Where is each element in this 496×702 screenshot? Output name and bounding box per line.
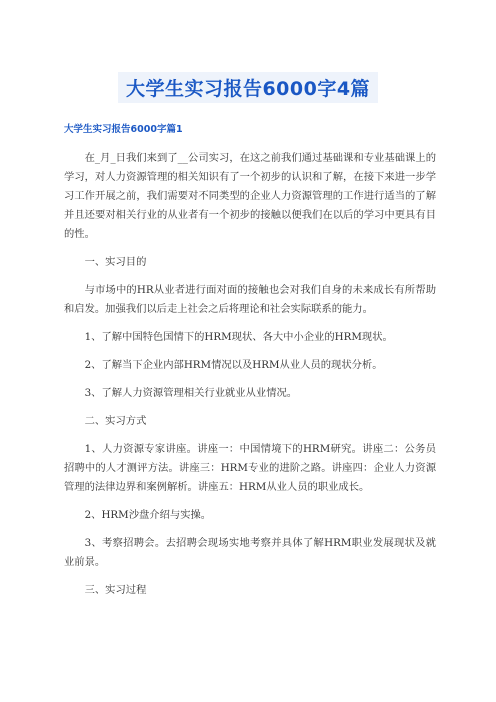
- document-title: 大学生实习报告6000字4篇: [118, 72, 378, 103]
- purpose-item-1: 1、了解中国特色国情下的HRM现状、各大中小企业的HRM现状。: [84, 331, 393, 343]
- title-wrap: [0, 72, 496, 103]
- method-item-1: 1、人力资源专家讲座。讲座一：中国情境下的HRM研究。讲座二：公务员招聘中的人才测评方法。讲座三：HRM专业的进阶之路。讲座四：企业人力资源管理的法律边界和案例解析。讲座五：HRM从业人员的职业成长。: [64, 443, 436, 493]
- method-item-3: 3、考察招聘会。去招聘会现场实地考察并具体了解HRM职业发展现状及就业前景。: [64, 537, 436, 568]
- purpose-item-2: 2、了解当下企业内部HRM情况以及HRM从业人员的现状分析。: [84, 359, 383, 371]
- purpose-item-3: 3、了解人力资源管理相关行业就业从业情况。: [84, 387, 298, 399]
- purpose-paragraph: 与市场中的HR从业者进行面对面的接触也会对我们自身的未来成长有所帮助和启发。加强我们以后走上社会之后将理论和社会实际联系的能力。: [64, 284, 436, 315]
- heading-method: 二、实习方式: [84, 415, 147, 427]
- heading-process: 三、实习过程: [84, 584, 147, 596]
- method-item-2: 2、HRM沙盘介绍与实操。: [84, 509, 212, 521]
- document-body: [64, 121, 436, 600]
- section-subtitle: 大学生实习报告6000字篇1: [64, 124, 183, 135]
- heading-purpose: 一、实习目的: [84, 256, 147, 268]
- intro-paragraph: 在_月_日我们来到了__公司实习，在这之前我们通过基础课和专业基础课上的学习，对人力资源管理的相关知识有了一个初步的认识和了解，在接下来进一步学习工作开展之前，我们需要对不同类型的企业人力资源管理的工作进行适当的了解并且还要对相关行业的从业者有一个初步的接触以便我们在以后的学习中更具有目的性。: [64, 152, 436, 240]
